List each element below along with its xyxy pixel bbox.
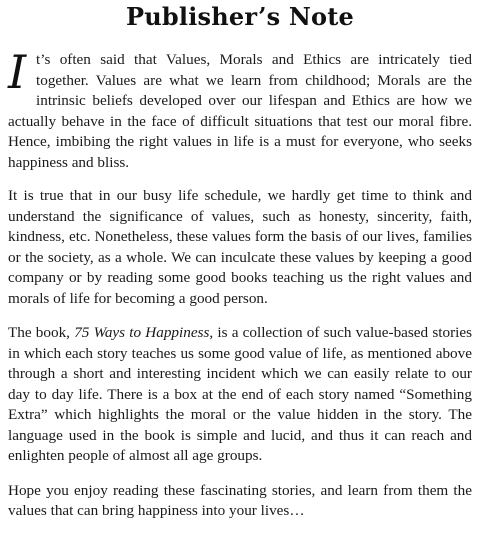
paragraph-1: [8, 45, 472, 173]
publishers-note-body: [8, 45, 472, 536]
paragraph-1-text: t’s often said that Values, Morals and Ethics are intricately tied together. Values are what we learn from childhood; Morals are the intrinsic beliefs developed over our lifespan and Ethics are how we actually behave in the face of difficult situations that test our moral fibre. Hence, imbibing the right values in life is a must for everyone, who seeks happiness and bliss.: [8, 51, 472, 171]
paragraph-2: It is true that in our busy life schedule, we hardly get time to think and understand the significance of values, such as honesty, sincerity, faith, kindness, etc. Nonetheless, these values form the basis of our lives, families or the society, as a whole. We can inculcate these values by keeping a good company or by reading some good books teaching us the right values and morals of life for becoming a good person.: [8, 187, 472, 307]
paragraph-4: Hope you enjoy reading these fascinating stories, and learn from them the values that can bring happiness into your lives…: [8, 481, 472, 519]
paragraph-3-text: , is a collection of such value-based stories in which each story teaches us some good value of life, as mentioned above through a short and interesting incident which we can easily relate to our day to day life. There is a box at the end of each story named “Something Extra” which highlights the moral or the value hidden in the story. The language used in the book is simple and lucid, and thus it can reach and enlighten people of almost all age groups.: [8, 324, 472, 464]
drop-cap-letter: I: [8, 45, 27, 99]
page-title: Publisher’s Note: [126, 2, 354, 31]
paragraph-3: [8, 323, 472, 467]
paragraph-3-intro: The book,: [8, 324, 75, 341]
book-title: 75 Ways to Happiness: [74, 324, 210, 341]
